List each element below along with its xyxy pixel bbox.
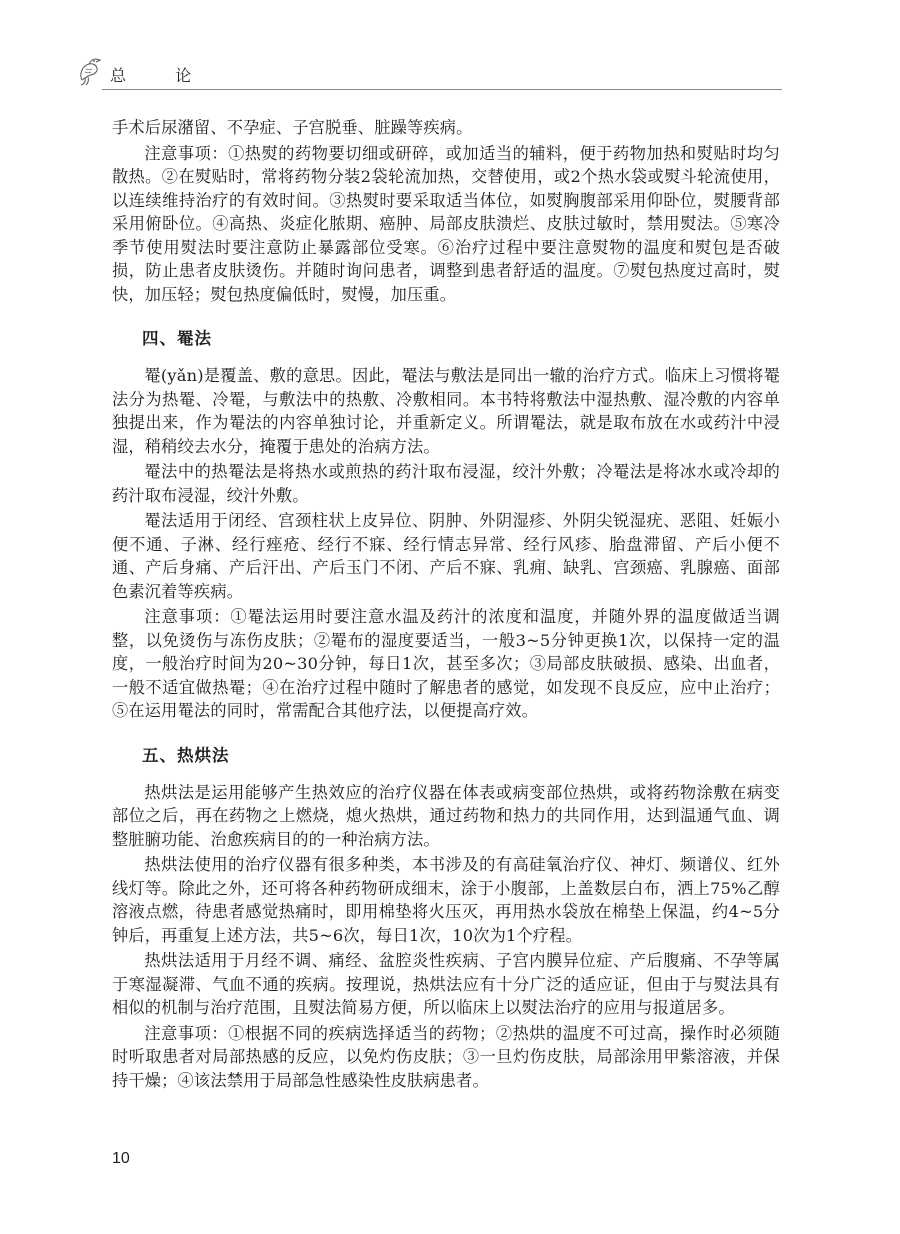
section-heading: 五、热烘法 <box>142 745 230 765</box>
paragraph: 热烘法适用于月经不调、痛经、盆腔炎性疾病、子宫内膜异位症、产后腹痛、不孕等属于寒湿凝滞、气血不通的疾病。按理说，热烘法应有十分广泛的适应证，但由于与熨法具有相似的机制与治疗范围，且熨法简易方便，所以临床上以熨法治疗的应用与报道居多。 <box>112 951 780 1017</box>
paragraph: 手术后尿潴留、不孕症、子宫脱垂、脏躁等疾病。 <box>112 118 473 137</box>
paragraph: 注意事项：①罨法运用时要注意水温及药汁的浓度和温度，并随外界的温度做适当调整，以免烫伤与冻伤皮肤；②罨布的湿度要适当，一般3~5分钟更换1次，以保持一定的温度，一般治疗时间为20~30分钟，每日1次，甚至多次；③局部皮肤破损、感染、出血者，一般不适宜做热罨；④在治疗过程中随时了解患者的感觉，如发现不良反应，应中止治疗；⑤在运用罨法的同时，常需配合其他疗法，以便提高疗效。 <box>112 607 780 720</box>
running-header <box>76 54 782 90</box>
header-divider <box>102 89 782 90</box>
paragraph: 注意事项：①热熨的药物要切细或研碎，或加适当的辅料，便于药物加热和熨贴时均匀散热。②在熨贴时，常将药物分装2袋轮流加热，交替使用，或2个热水袋或熨斗轮流使用，以连续维持治疗的有效时间。③热熨时要采取适当体位，如熨胸腹部采用仰卧位，熨腰背部采用俯卧位。④高热、炎症化脓期、癌肿、局部皮肤溃烂、皮肤过敏时，禁用熨法。⑤寒冷季节使用熨法时要注意防止暴露部位受寒。⑥治疗过程中要注意熨物的温度和熨包是否破损，防止患者皮肤烫伤。并随时询问患者，调整到患者舒适的温度。⑦熨包热度过高时，熨快，加压轻；熨包热度偏低时，熨慢，加压重。 <box>112 143 780 304</box>
paragraph: 罨(yǎn)是覆盖、敷的意思。因此，罨法与敷法是同出一辙的治疗方式。临床上习惯将罨法分为热罨、冷罨，与敷法中的热敷、冷敷相同。本书特将敷法中湿热敷、湿冷敷的内容单独提出来，作为罨法的内容单独讨论，并重新定义。所谓罨法，就是取布放在水或药汁中浸湿，稍稍绞去水分，掩覆于患处的治病方法。 <box>112 366 780 456</box>
main-text <box>112 116 780 1094</box>
section-heading: 四、罨法 <box>142 329 212 348</box>
bird-icon <box>76 56 104 86</box>
page-number: 10 <box>112 1150 130 1167</box>
chapter-title: 总 论 <box>110 66 214 85</box>
paragraph: 罨法中的热罨法是将热水或煎热的药汁取布浸湿，绞汁外敷；冷罨法是将冰水或冷却的药汁取布浸湿，绞汁外敷。 <box>112 462 780 505</box>
paragraph: 罨法适用于闭经、宫颈柱状上皮异位、阴肿、外阴湿疹、外阴尖锐湿疣、恶阻、妊娠小便不通、子淋、经行痤疮、经行不寐、经行情志异常、经行风疹、胎盘滞留、产后小便不通、产后身痛、产后汗出、产后玉门不闭、产后不寐、乳痈、缺乳、宫颈癌、乳腺癌、面部色素沉着等疾病。 <box>112 511 780 601</box>
paragraph: 热烘法是运用能够产生热效应的治疗仪器在体表或病变部位热烘，或将药物涂敷在病变部位之后，再在药物之上燃烧，熄火热烘，通过药物和热力的共同作用，达到温通气血、调整脏腑功能、治愈疾病目的的一种治病方法。 <box>112 782 780 849</box>
paragraph: 注意事项：①根据不同的疾病选择适当的药物；②热烘的温度不可过高，操作时必须随时听取患者对局部热感的反应，以免灼伤皮肤；③一旦灼伤皮肤，局部涂用甲紫溶液，并保持干燥；④该法禁用于局部急性感染性皮肤病患者。 <box>112 1023 780 1090</box>
paragraph: 热烘法使用的治疗仪器有很多种类，本书涉及的有高硅氧治疗仪、神灯、频谱仪、红外线灯等。除此之外，还可将各种药物研成细末，涂于小腹部，上盖数层白布，洒上75%乙醇溶液点燃，待患者感觉热痛时，即用棉垫将火压灭，再用热水袋放在棉垫上保温，约4~5分钟后，再重复上述方法，共5~6次，每日1次，10次为1个疗程。 <box>112 855 780 945</box>
